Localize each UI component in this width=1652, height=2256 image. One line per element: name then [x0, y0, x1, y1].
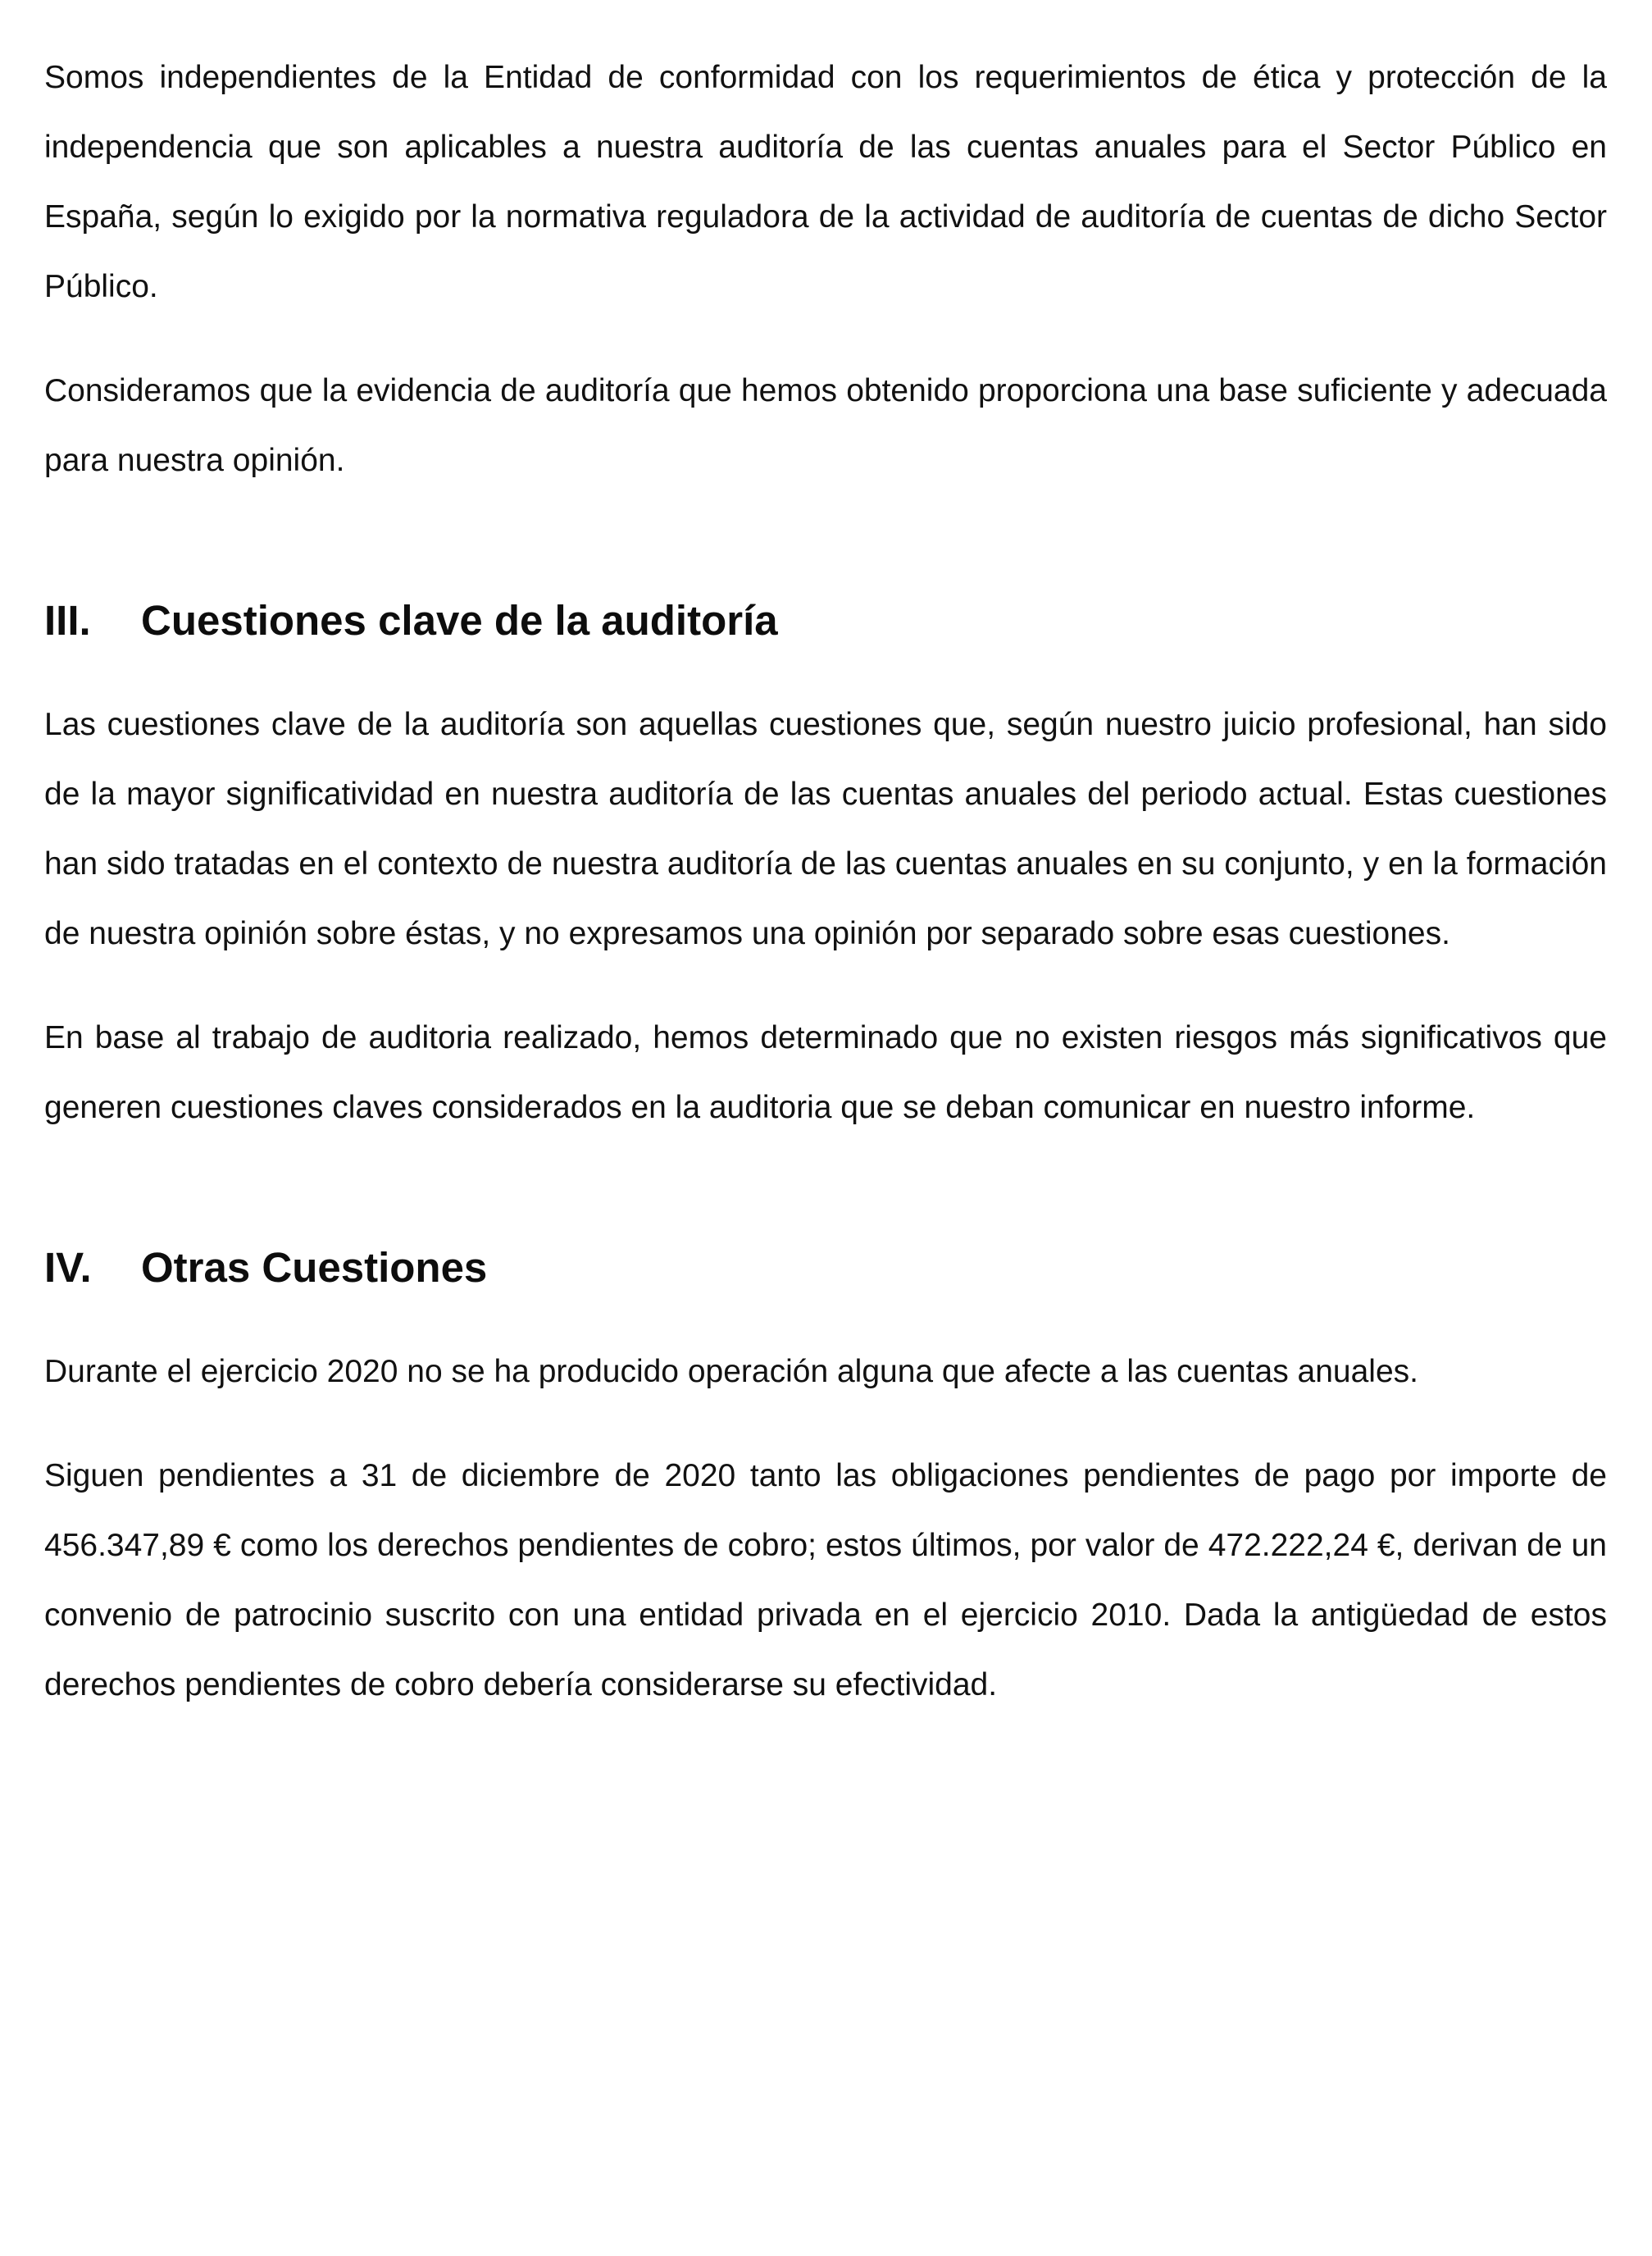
document-page	[44, 43, 1607, 1720]
paragraph-independence: Somos independientes de la Entidad de conformidad con los requerimientos de ética y protección de la independencia que son aplicables a nuestra auditoría de las cuentas anuales para el Sector Público en España, según lo exigido por la normativa reguladora de la actividad de auditoría de cuentas de dicho Sector Público.	[44, 60, 1607, 304]
paragraph-no-operations: Durante el ejercicio 2020 no se ha producido operación alguna que afecte a las cuentas anuales.	[44, 1354, 1418, 1389]
paragraph-evidence: Consideramos que la evidencia de auditoría que hemos obtenido proporciona una base suficiente y adecuada para nuestra opinión.	[44, 373, 1607, 478]
section-number: IV.	[44, 1244, 92, 1291]
paragraph-key-matters-conclusion: En base al trabajo de auditoria realizado, hemos determinado que no existen riesgos más significativos que generen cuestiones claves considerados en la auditoria que se deban comunicar en nuestro informe.	[44, 1020, 1607, 1125]
section-number: III.	[44, 597, 91, 644]
paragraph-pending-balances: Siguen pendientes a 31 de diciembre de 2020 tanto las obligaciones pendientes de pago por importe de 456.347,89 € como los derechos pendientes de cobro; estos últimos, por valor de 472.222,24 €, derivan de un convenio de patrocinio suscrito con una entidad privada en el ejercicio 2010. Dada la antigüedad de estos derechos pendientes de cobro debería considerarse su efectividad.	[44, 1458, 1607, 1702]
section-heading-otras-cuestiones	[44, 1233, 1607, 1302]
section-title: Otras Cuestiones	[141, 1244, 488, 1291]
section-heading-cuestiones-clave	[44, 586, 1607, 655]
paragraph-key-matters-definition: Las cuestiones clave de la auditoría son aquellas cuestiones que, según nuestro juicio profesional, han sido de la mayor significatividad en nuestra auditoría de las cuentas anuales del periodo actual. Estas cuestiones han sido tratadas en el contexto de nuestra auditoría de las cuentas anuales en su conjunto, y en la formación de nuestra opinión sobre éstas, y no expresamos una opinión por separado sobre esas cuestiones.	[44, 707, 1607, 951]
section-title: Cuestiones clave de la auditoría	[141, 597, 778, 644]
